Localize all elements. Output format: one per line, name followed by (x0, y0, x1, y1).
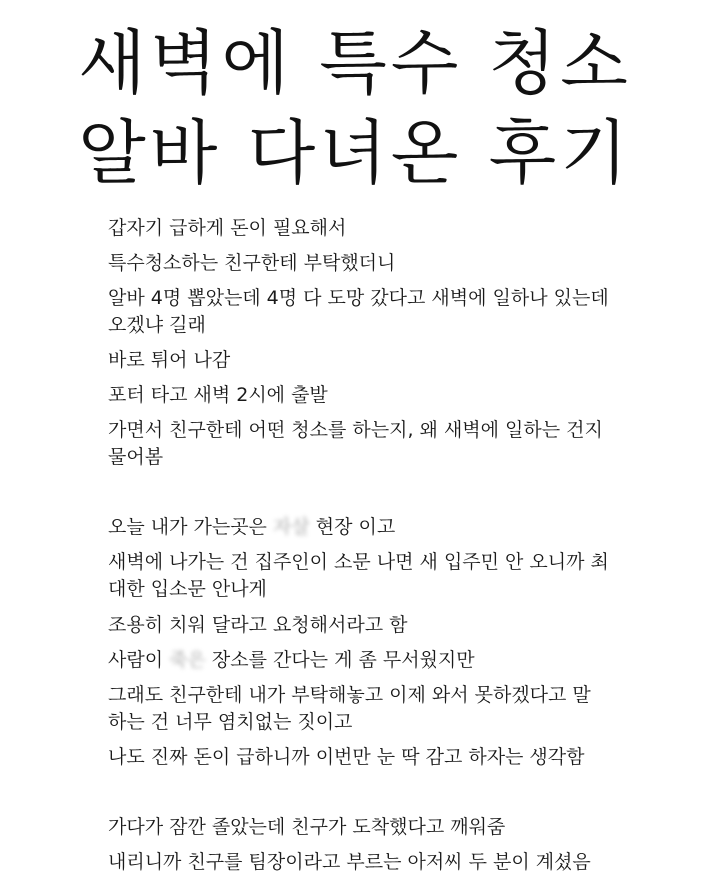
text-line: 알바 4명 뽑았는데 4명 다 도망 갔다고 새벽에 일하나 있는데 (108, 287, 609, 309)
text-line: 가다가 잠깐 졸았는데 친구가 도착했다고 깨워줌 (108, 816, 506, 838)
text-line: 특수청소하는 친구한테 부탁했더니 (108, 252, 396, 274)
text-line (108, 518, 395, 537)
text-segment: 사람이 (108, 649, 170, 671)
text-line: 오겠냐 길래 (108, 314, 206, 336)
text-line: 나도 진짜 돈이 급하니까 이번만 눈 딱 감고 하자는 생각함 (108, 746, 585, 768)
text-line: 바로 튀어 나감 (108, 349, 231, 371)
blurred-word: 죽은 (169, 649, 206, 671)
text-segment: 장소를 간다는 게 좀 무서웠지만 (205, 649, 475, 671)
text-segment: 현장 이고 (309, 516, 396, 538)
text-line: 하는 건 너무 염치없는 짓이고 (108, 711, 353, 733)
title-line-2: 알바 다녀온 후기 (78, 112, 632, 194)
title-line-1: 새벽에 특수 청소 (78, 22, 632, 104)
text-line (108, 651, 475, 670)
text-line: 대한 입소문 안나게 (108, 578, 267, 600)
text-line: 새벽에 나가는 건 집주인이 소문 나면 새 입주민 안 오니까 최 (108, 551, 609, 573)
text-segment: 오늘 내가 가는곳은 (108, 516, 273, 538)
text-line: 조용히 치워 달라고 요청해서라고 함 (108, 614, 408, 636)
text-line: 포터 타고 새벽 2시에 출발 (108, 384, 328, 406)
text-line: 물어봄 (108, 446, 164, 468)
text-line: 그래도 친구한테 내가 부탁해놓고 이제 와서 못하겠다고 말 (108, 684, 591, 706)
blurred-word: 자살 (272, 516, 310, 538)
text-line: 갑자기 급하게 돈이 필요해서 (108, 217, 347, 239)
text-line: 내리니까 친구를 팀장이라고 부르는 아저씨 두 분이 계셨음 (108, 851, 591, 873)
text-line: 가면서 친구한테 어떤 청소를 하는지, 왜 새벽에 일하는 건지 (108, 419, 603, 441)
